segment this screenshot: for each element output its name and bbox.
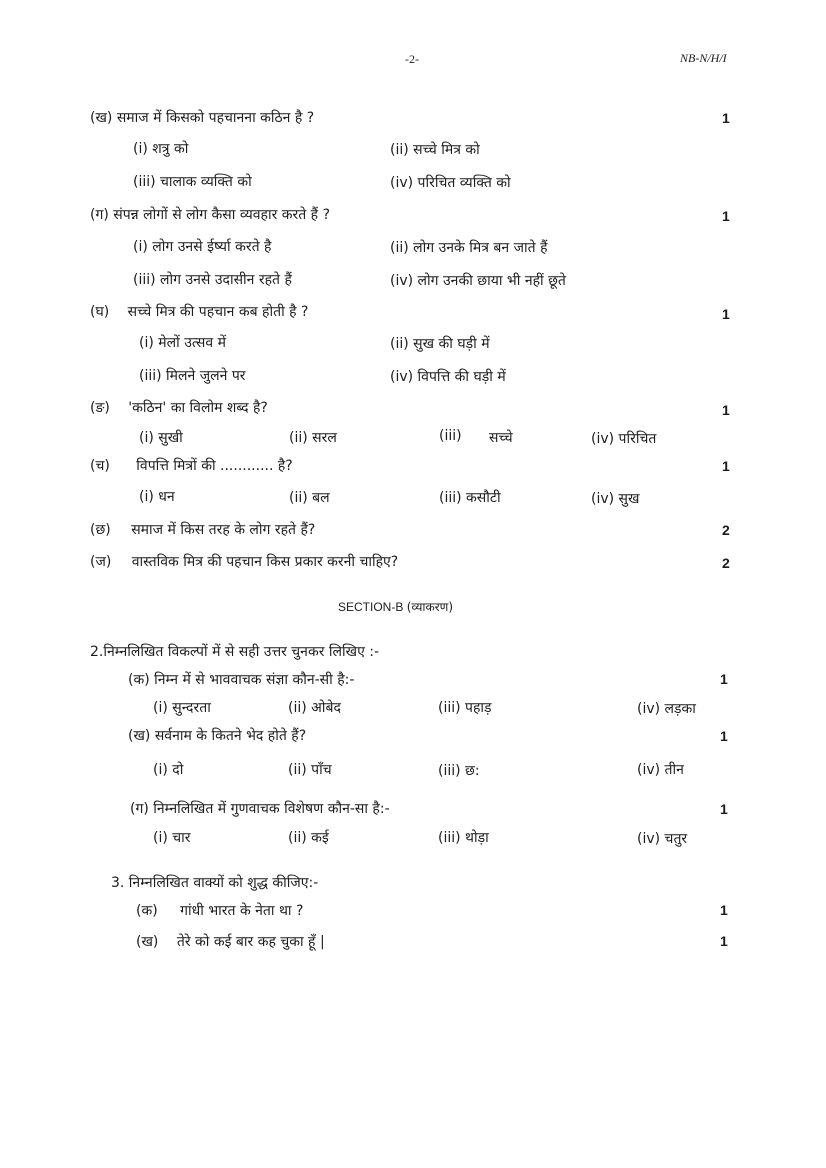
question-label: (च) bbox=[90, 458, 110, 474]
option: (i) सुखी bbox=[139, 430, 183, 446]
option: सच्चे bbox=[489, 430, 513, 446]
marks: 1 bbox=[722, 306, 730, 322]
question-text: समाज में किसको पहचानना कठिन है ? bbox=[116, 110, 315, 126]
option: (ii) लोग उनके मित्र बन जाते हैं bbox=[390, 240, 548, 256]
option: (ii) सच्चे मित्र को bbox=[390, 142, 480, 158]
question-text: विपत्ति मित्रों की ............ है? bbox=[136, 458, 293, 474]
question-label: (क) bbox=[136, 903, 158, 919]
question-3-heading: 3. निम्नलिखित वाक्यों को शुद्ध कीजिए:- bbox=[111, 875, 319, 891]
marks: 1 bbox=[720, 902, 728, 918]
question-gha bbox=[90, 302, 309, 321]
option: (ii) सरल bbox=[289, 430, 337, 446]
option: (i) दो bbox=[153, 762, 184, 778]
marks: 2 bbox=[722, 522, 730, 538]
question-2-ga: (ग) निम्नलिखित में गुणवाचक विशेषण कौन-सा है:- bbox=[130, 801, 390, 817]
option: (iv) परिचित bbox=[591, 431, 657, 447]
marks: 1 bbox=[720, 671, 728, 687]
question-label: (ख) bbox=[136, 934, 159, 950]
option: (ii) कई bbox=[288, 830, 329, 846]
question-text: 'कठिन' का विलोम शब्द है? bbox=[128, 400, 268, 416]
option: (iv) सुख bbox=[591, 491, 640, 507]
question-kha bbox=[90, 108, 314, 127]
question-nga bbox=[90, 398, 268, 417]
option: (iii) लोग उनसे उदासीन रहते हैं bbox=[133, 272, 292, 288]
question-label: (ग) bbox=[90, 207, 109, 223]
option: (i) सुन्दरता bbox=[153, 700, 211, 716]
option: (iii) थोड़ा bbox=[438, 830, 489, 846]
question-label: (घ) bbox=[90, 304, 110, 320]
question-ga bbox=[90, 205, 330, 224]
question-3-kha bbox=[136, 932, 325, 951]
marks: 1 bbox=[722, 402, 730, 418]
question-2-heading: 2.निम्नलिखित विकल्पों में से सही उत्तर चुनकर लिखिए :- bbox=[90, 644, 380, 660]
question-2-ka: (क) निम्न में से भाववाचक संज्ञा कौन-सी है:- bbox=[128, 672, 355, 688]
question-text: तेरे को कई बार कह चुका हूँ | bbox=[176, 934, 325, 950]
option: (ii) सुख की घड़ी में bbox=[390, 336, 490, 352]
option: (iii) bbox=[439, 428, 462, 444]
option: (iv) तीन bbox=[637, 762, 684, 778]
option: (ii) बल bbox=[289, 490, 330, 506]
section-title-en: SECTION-B bbox=[338, 600, 404, 614]
question-text: गांधी भारत के नेता था ? bbox=[180, 903, 304, 919]
question-chha bbox=[90, 520, 315, 539]
option: (i) लोग उनसे ईर्ष्या करते है bbox=[133, 239, 272, 255]
option: (iv) परिचित व्यक्ति को bbox=[390, 175, 511, 191]
marks: 1 bbox=[720, 801, 728, 817]
option: (iii) मिलने जुलने पर bbox=[139, 368, 246, 384]
question-cha bbox=[90, 456, 293, 475]
section-title-hi: (व्याकरण) bbox=[406, 600, 454, 614]
option: (i) धन bbox=[139, 489, 175, 505]
marks: 2 bbox=[722, 555, 730, 571]
option: (iii) छ: bbox=[438, 763, 480, 779]
question-label: (ङ) bbox=[90, 400, 110, 416]
option: (iv) लोग उनकी छाया भी नहीं छूते bbox=[390, 273, 566, 289]
option: (i) शत्रु को bbox=[133, 141, 189, 157]
option: (ii) ओबेद bbox=[288, 700, 341, 716]
section-b-heading bbox=[338, 598, 453, 615]
option: (iii) कसौटी bbox=[439, 490, 501, 506]
page-number: -2- bbox=[405, 52, 419, 66]
question-label: (ख) bbox=[90, 110, 113, 126]
question-3-ka bbox=[136, 901, 303, 920]
question-label: (ज) bbox=[90, 554, 112, 570]
marks: 1 bbox=[722, 110, 730, 126]
option: (iv) लड़का bbox=[637, 701, 696, 717]
question-label: (छ) bbox=[90, 522, 111, 538]
question-text: वास्तविक मित्र की पहचान किस प्रकार करनी चाहिए? bbox=[131, 554, 399, 570]
option: (iv) चतुर bbox=[637, 831, 688, 847]
question-text: संपन्न लोगों से लोग कैसा व्यवहार करते हैं ? bbox=[113, 207, 330, 223]
marks: 1 bbox=[720, 933, 728, 949]
question-text: समाज में किस तरह के लोग रहते हैं? bbox=[131, 522, 316, 538]
question-text: सच्चे मित्र की पहचान कब होती है ? bbox=[127, 304, 309, 320]
option: (i) मेलों उत्सव में bbox=[139, 335, 226, 351]
option: (iii) चालाक व्यक्ति को bbox=[133, 174, 252, 190]
option: (iv) विपत्ति की घड़ी में bbox=[390, 369, 506, 385]
option: (ii) पाँच bbox=[288, 762, 332, 778]
marks: 1 bbox=[720, 728, 728, 744]
option: (i) चार bbox=[153, 830, 191, 846]
marks: 1 bbox=[722, 458, 730, 474]
question-ja bbox=[90, 552, 398, 571]
question-2-kha: (ख) सर्वनाम के कितने भेद होते हैं? bbox=[128, 728, 307, 744]
paper-code: NB-N/H/I bbox=[680, 51, 727, 65]
marks: 1 bbox=[722, 208, 730, 224]
option: (iii) पहाड़ bbox=[438, 700, 492, 716]
